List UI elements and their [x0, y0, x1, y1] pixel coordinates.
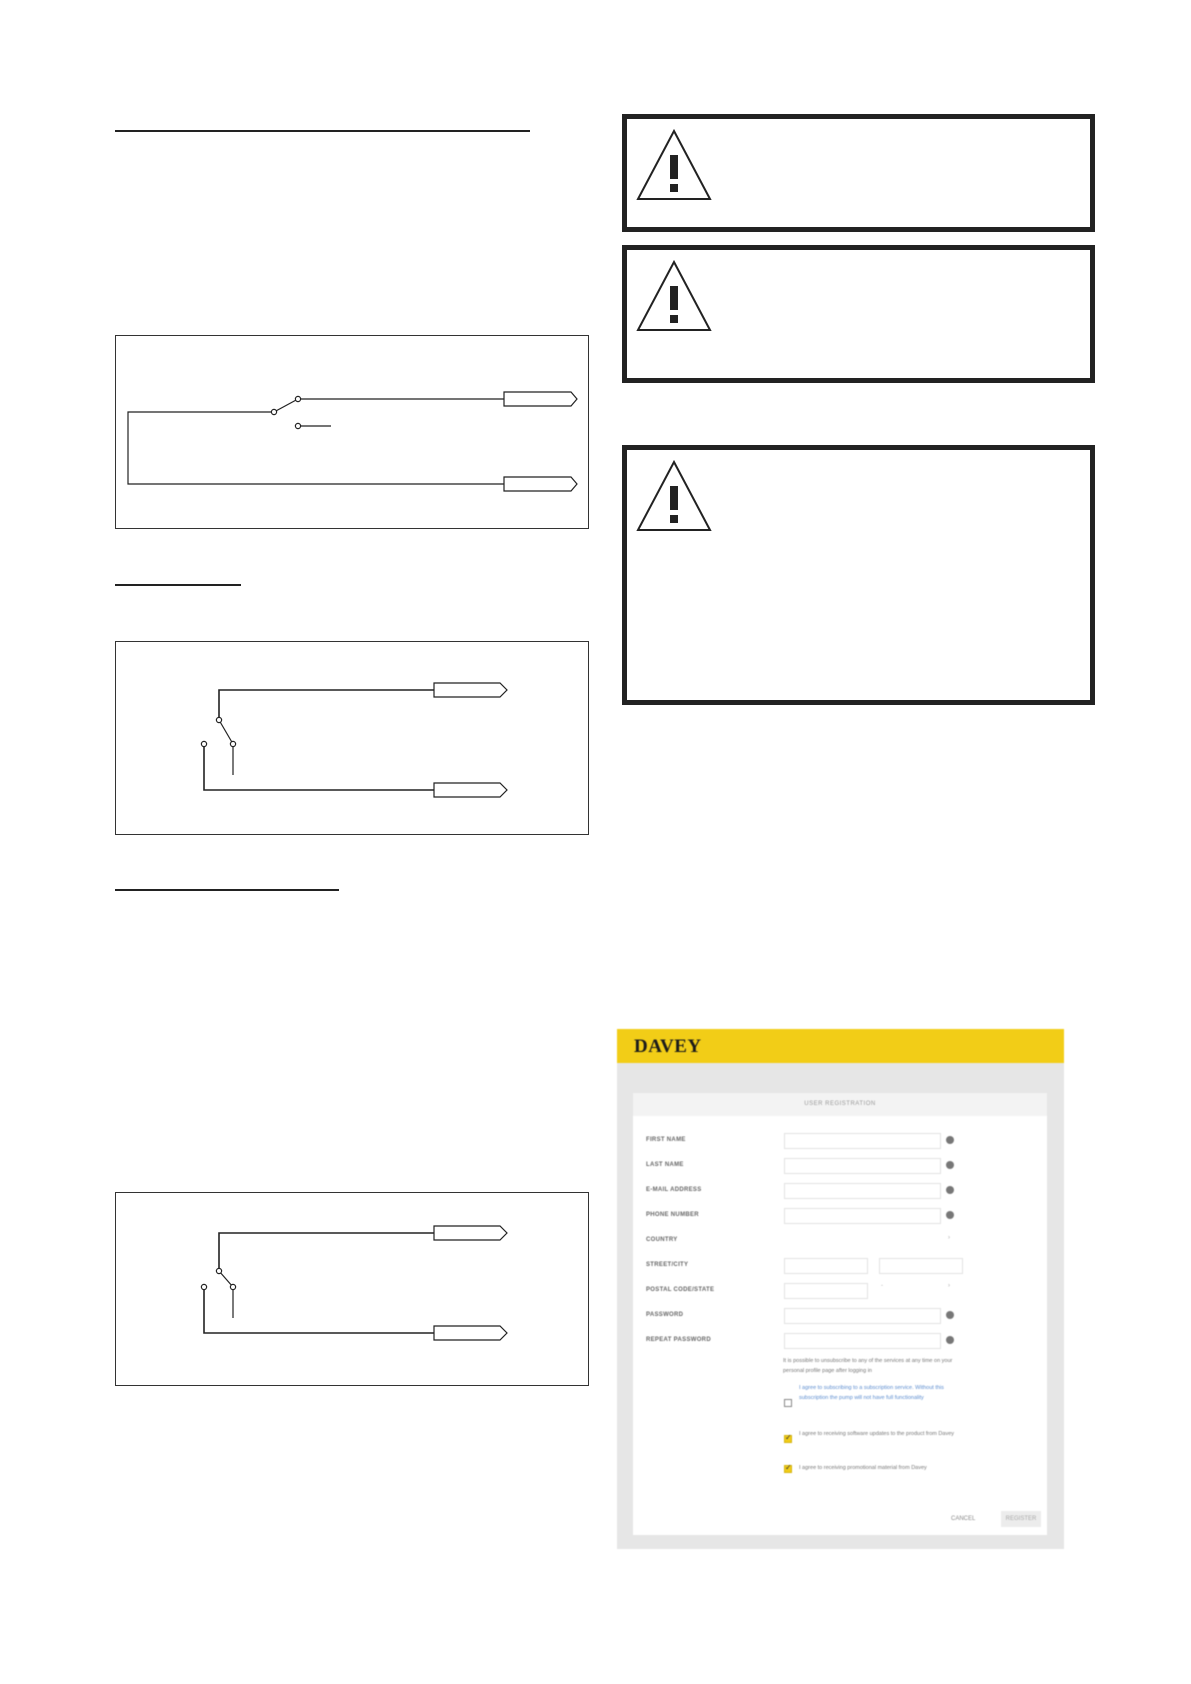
postal-code-input[interactable]: [784, 1283, 868, 1299]
city-input[interactable]: [879, 1258, 963, 1274]
first-name-input[interactable]: [784, 1133, 941, 1149]
promo-label: I agree to receiving promotional material from Davey: [799, 1465, 927, 1471]
terminal-2: [434, 783, 507, 797]
email-input[interactable]: [784, 1183, 941, 1199]
terminal-1: [504, 392, 577, 406]
terminal-1: [434, 683, 507, 697]
warning-triangle-icon: [635, 258, 713, 334]
section-heading-rule-1: [115, 130, 530, 132]
first-name-label: FIRST NAME: [646, 1137, 686, 1143]
postal-state-label: POSTAL CODE/STATE: [646, 1287, 715, 1293]
terminal-2: [504, 477, 577, 491]
last-name-label: LAST NAME: [646, 1162, 684, 1168]
info-icon: [946, 1211, 954, 1219]
wire-top: [219, 1233, 434, 1271]
warning-box-3: [622, 445, 1095, 705]
street-city-label: STREET/CITY: [646, 1262, 689, 1268]
registration-screenshot: [617, 1029, 1064, 1549]
street-input[interactable]: [784, 1258, 868, 1274]
software-updates-label: I agree to receiving software updates to the product from Davey: [799, 1431, 954, 1437]
password-label: PASSWORD: [646, 1312, 684, 1318]
form-title: USER REGISTRATION: [633, 1093, 1047, 1116]
warning-box-1: [622, 114, 1095, 232]
terminal-2: [434, 1326, 507, 1340]
wire-bottom: [204, 744, 434, 790]
info-icon: [946, 1311, 954, 1319]
warning-triangle-icon: [635, 127, 713, 203]
password-input[interactable]: [784, 1308, 941, 1324]
wiring-diagram-2: [115, 641, 589, 835]
subscription-link[interactable]: I agree to subscribing to a subscription service. Without this subscription the pump will not have full functionality: [799, 1385, 944, 1401]
switch-blade: [274, 399, 298, 412]
warning-triangle-icon: [635, 458, 713, 534]
subscription-checkbox[interactable]: [784, 1399, 792, 1407]
wiring-diagram-1: [115, 335, 589, 529]
wire-top: [219, 690, 434, 720]
wire-bottom: [204, 1287, 434, 1333]
software-updates-checkbox[interactable]: [784, 1435, 792, 1443]
state-select-dash-icon[interactable]: -: [881, 1283, 883, 1289]
info-icon: [946, 1336, 954, 1344]
country-label: COUNTRY: [646, 1237, 678, 1243]
state-select-chevron-icon[interactable]: ›: [948, 1283, 950, 1289]
davey-logo: DAVEY: [634, 1036, 702, 1057]
section-heading-rule-3: [115, 889, 339, 891]
repeat-password-input[interactable]: [784, 1333, 941, 1349]
registration-form: [633, 1093, 1047, 1535]
switch-blade: [219, 720, 233, 744]
info-icon: [946, 1161, 954, 1169]
section-heading-rule-2: [115, 584, 241, 586]
info-icon: [946, 1136, 954, 1144]
wire-common: [128, 412, 504, 484]
info-icon: [946, 1186, 954, 1194]
terminal-1: [434, 1226, 507, 1240]
app-header: [617, 1029, 1064, 1063]
warning-box-2: [622, 245, 1095, 383]
phone-input[interactable]: [784, 1208, 941, 1224]
unsubscribe-note: It is possible to unsubscribe to any of the services at any time on your personal profile page after logging in: [783, 1358, 953, 1374]
phone-label: PHONE NUMBER: [646, 1212, 699, 1218]
country-select-chevron-icon[interactable]: ›: [948, 1235, 950, 1241]
wiring-diagram-3: [115, 1192, 589, 1386]
last-name-input[interactable]: [784, 1158, 941, 1174]
repeat-password-label: REPEAT PASSWORD: [646, 1337, 711, 1343]
register-button[interactable]: REGISTER: [1001, 1511, 1041, 1527]
promo-checkbox[interactable]: [784, 1465, 792, 1473]
email-label: E-MAIL ADDRESS: [646, 1187, 702, 1193]
cancel-button[interactable]: CANCEL: [951, 1516, 976, 1522]
